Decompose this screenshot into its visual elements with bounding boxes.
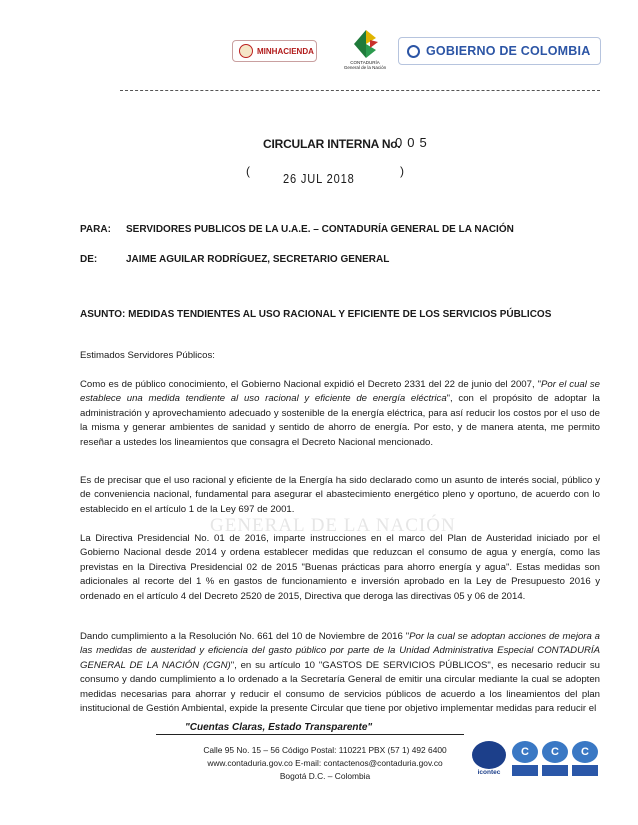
footer-city: Bogotá D.C. – Colombia: [279, 771, 371, 781]
circular-label: CIRCULAR INTERNA No.: [263, 137, 401, 151]
paragraph-4: Dando cumplimiento a la Resolución No. 661 del 10 de Noviembre de 2016 "Por la cual se adoptan acciones de mejora a las medidas de austeridad y eficiencia del gasto público por parte de la Unidad Administrativa Especial CONTADURÍA GENERAL DE LA NACIÓN (CGN)", en su artículo 10 "GASTOS DE SERVICIOS PÚBLICOS", es necesario reducir su consumo y dando cumplimiento a lo ordenado a la Secretaría General de emitir una circular mediante la cual se adopten medidas necesarias para ahorrar y reducir el consumo de servicios públicos de acuerdo a los lineamientos del plan institucional de Gestión Ambiental, expide la presente Circular que tiene por objetivo implementar medidas para reducir el: [80, 631, 601, 715]
circular-date: 26 JUL 2018: [283, 171, 355, 186]
contaduria-emblem-icon: [340, 28, 390, 60]
paren-left: (: [246, 164, 250, 178]
gobierno-colombia-logo: GOBIERNO DE COLOMBIA: [398, 37, 601, 65]
de-value: JAIME AGUILAR RODRÍGUEZ, SECRETARIO GENERAL: [126, 254, 390, 265]
footer-address: Calle 95 No. 15 – 56 Código Postal: 110221 PBX (57 1) 492 6400: [203, 745, 447, 755]
certification-icon: C: [542, 741, 568, 763]
certification-icon: C: [512, 741, 538, 763]
footer-web-email: www.contaduria.gov.co E-mail: contactenos@contaduria.gov.co: [207, 758, 443, 768]
header-divider: [120, 90, 600, 91]
de-label: DE:: [80, 254, 98, 265]
para-value: SERVIDORES PUBLICOS DE LA U.A.E. – CONTADURÍA GENERAL DE LA NACIÓN: [126, 224, 514, 235]
paren-right: ): [400, 164, 404, 178]
paragraph-3: La Directiva Presidencial No. 01 de 2016, imparte instrucciones en el marco del Plan de Austeridad iniciado por el Gobierno Nacional desde 2014 y ordena establecer medidas que reduzcan el consumo de agua y energía, como las previstas en la Directiva Presidencial 02 de 2015 "Buenas prácticas para ahorro energía y agua". Estas medidas son adicionales al recorte del 1 % en gastos de funcionamiento e inversión aprobado en la Ley de Presupuesto 2016 y ordenado en el artículo 4 del Decreto 2520 de 2015, Directiva que deroga las directivas 05 y 06 de 2014.: [80, 533, 600, 602]
coat-of-arms-icon: [239, 44, 253, 58]
cert-badge-1: [512, 741, 538, 781]
paragraph-2: Es de precisar que el uso racional y eficiente de la Energía ha sido declarado como un asunto de interés social, público y de conveniencia nacional, fundamental para asegurar el abastecimiento energético pleno y oportuno, de acuerdo con lo establecido en el artículo 1 de la Ley 697 de 2001.: [80, 475, 600, 515]
footer-divider: [156, 734, 464, 735]
asunto: ASUNTO: MEDIDAS TENDIENTES AL USO RACIONAL Y EFICIENTE DE LOS SERVICIOS PÚBLICOS: [80, 309, 552, 320]
cert-badge-3: [572, 741, 598, 781]
icontec-icon: [472, 741, 506, 769]
watermark: GENERAL DE LA NACIÓN: [210, 515, 456, 536]
greeting: Estimados Servidores Públicos:: [80, 350, 215, 361]
footer-slogan: "Cuentas Claras, Estado Transparente": [185, 722, 373, 733]
circular-number: 005: [395, 135, 432, 150]
minhacienda-logo: MINHACIENDA: [232, 40, 317, 62]
certification-icon: C: [572, 741, 598, 763]
coat-of-arms-icon: [407, 45, 420, 58]
icontec-cert-logo: icontec: [470, 741, 508, 783]
paragraph-1: Como es de público conocimiento, el Gobierno Nacional expidió el Decreto 2331 del 22 de junio del 2007, "Por el cual se establece una medida tendiente al uso racional y eficiente de energía eléctrica", con el propósito de adoptar la administración y aprovechamiento adecuado y sostenible de la energía eléctrica, para así reducir los costos por el uso de la misma y generar ambientes de sanidad y sentido de ahorro de energía. Por esto, y de manera atenta, me permito reseñar a ustedes los lineamientos que consagra el Decreto Nacional mencionado.: [80, 379, 600, 448]
para-label: PARA:: [80, 224, 111, 235]
cert-badge-2: [542, 741, 568, 781]
contaduria-logo: CONTADURÍA General de la Nación: [340, 28, 390, 74]
